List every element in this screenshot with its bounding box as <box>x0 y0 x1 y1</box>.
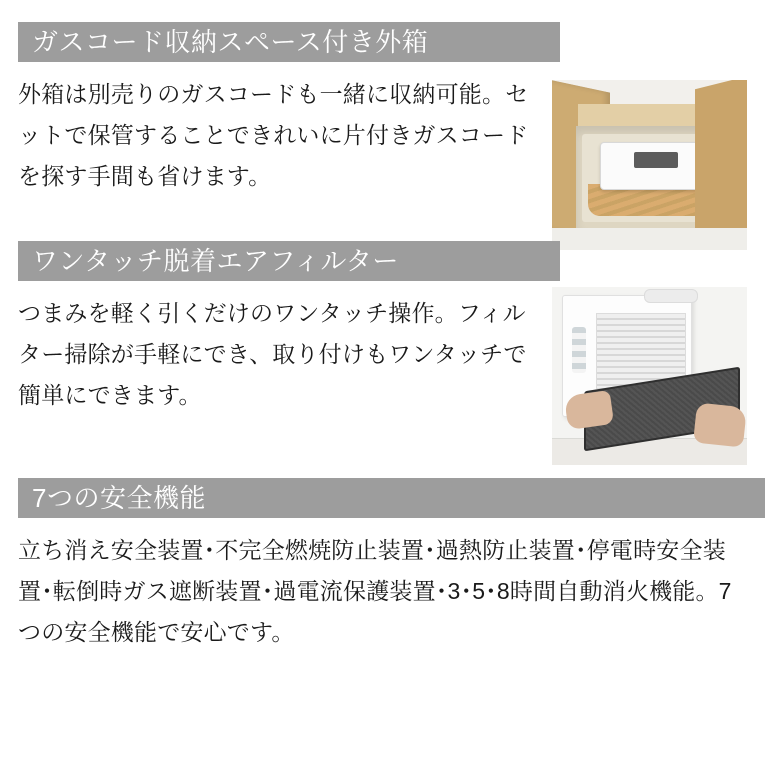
section-outer-box <box>18 22 747 197</box>
photo-air-filter <box>552 287 747 465</box>
section-body-air-filter: つまみを軽く引くだけのワンタッチ操作。フィルター掃除が手軽にでき、取り付けもワンタッチで簡単にできます。 <box>18 299 527 408</box>
section-body-safety: 立ち消え安全装置･不完全燃焼防止装置･過熱防止装置･停電時安全装置･転倒時ガス遮断装置･過電流保護装置･3･5･8時間自動消火機能。7つの安全機能で安心です。 <box>18 536 732 645</box>
section-heading-outer-box: ガスコード収納スペース付き外箱 <box>18 22 560 62</box>
section-heading-safety: 7つの安全機能 <box>18 478 765 518</box>
section-heading-air-filter: ワンタッチ脱着エアフィルター <box>18 241 560 281</box>
section-air-filter <box>18 241 747 416</box>
photo-outer-box <box>552 80 747 250</box>
section-safety <box>18 478 747 653</box>
section-body-outer-box: 外箱は別売りのガスコードも一緒に収納可能。セットで保管することできれいに片付きガスコードを探す手間も省けます。 <box>18 81 529 189</box>
